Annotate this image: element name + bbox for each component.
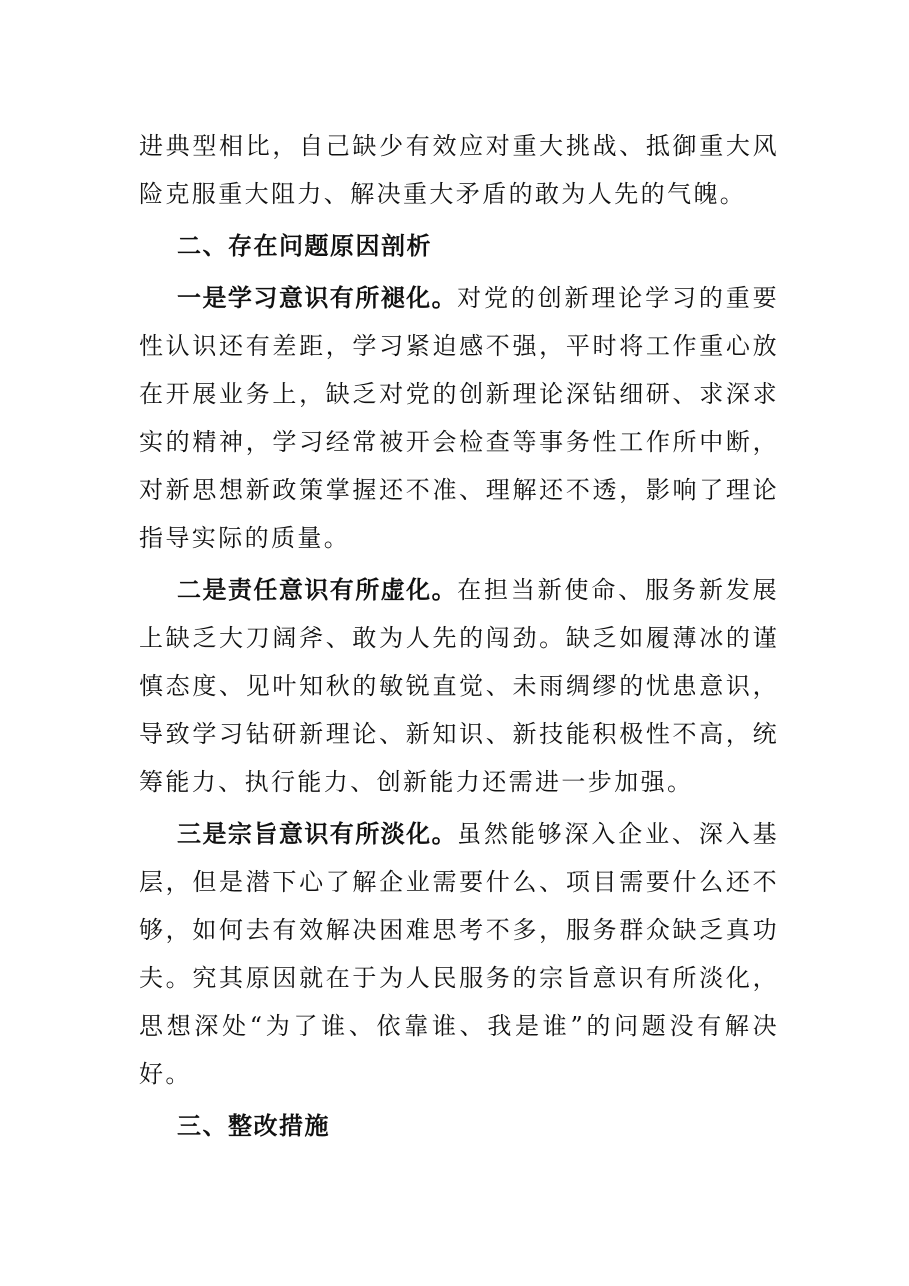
point-three-body: 虽然能够深入企业、深入基层，但是潜下心了解企业需要什么、项目需要什么还不够，如何去有效解决困难思考不多，服务群众缺乏真功夫。究其原因就在于为人民服务的宗旨意识有所淡化，思想深处“为了谁、依靠谁、我是谁”的问题没有解决好。 xyxy=(139,820,779,1088)
document-body xyxy=(139,122,779,1150)
point-two-lead: 二是责任意识有所虚化。 xyxy=(177,576,458,604)
point-three-paragraph xyxy=(139,810,779,1098)
section-three-heading: 三、整改措施 xyxy=(177,1112,330,1140)
continuation-paragraph: 进典型相比，自己缺少有效应对重大挑战、抵御重大风险克服重大阻力、解决重大矛盾的敢为人先的气魄。 xyxy=(139,132,779,208)
point-one-paragraph xyxy=(139,274,779,562)
point-one-lead: 一是学习意识有所褪化。 xyxy=(177,284,458,312)
point-three-lead: 三是宗旨意识有所淡化。 xyxy=(177,820,458,848)
section-two-heading: 二、存在问题原因剖析 xyxy=(177,232,432,260)
point-two-paragraph xyxy=(139,566,779,806)
point-one-body: 对党的创新理论学习的重要性认识还有差距，学习紧迫感不强，平时将工作重心放在开展业务上，缺乏对党的创新理论深钻细研、求深求实的精神，学习经常被开会检查等事务性工作所中断，对新思想新政策掌握还不准、理解还不透，影响了理论指导实际的质量。 xyxy=(139,284,779,552)
point-two-body: 在担当新使命、服务新发展上缺乏大刀阔斧、敢为人先的闯劲。缺乏如履薄冰的谨慎态度、见叶知秋的敏锐直觉、未雨绸缪的忧患意识，导致学习钻研新理论、新知识、新技能积极性不高，统筹能力、执行能力、创新能力还需进一步加强。 xyxy=(139,576,779,796)
